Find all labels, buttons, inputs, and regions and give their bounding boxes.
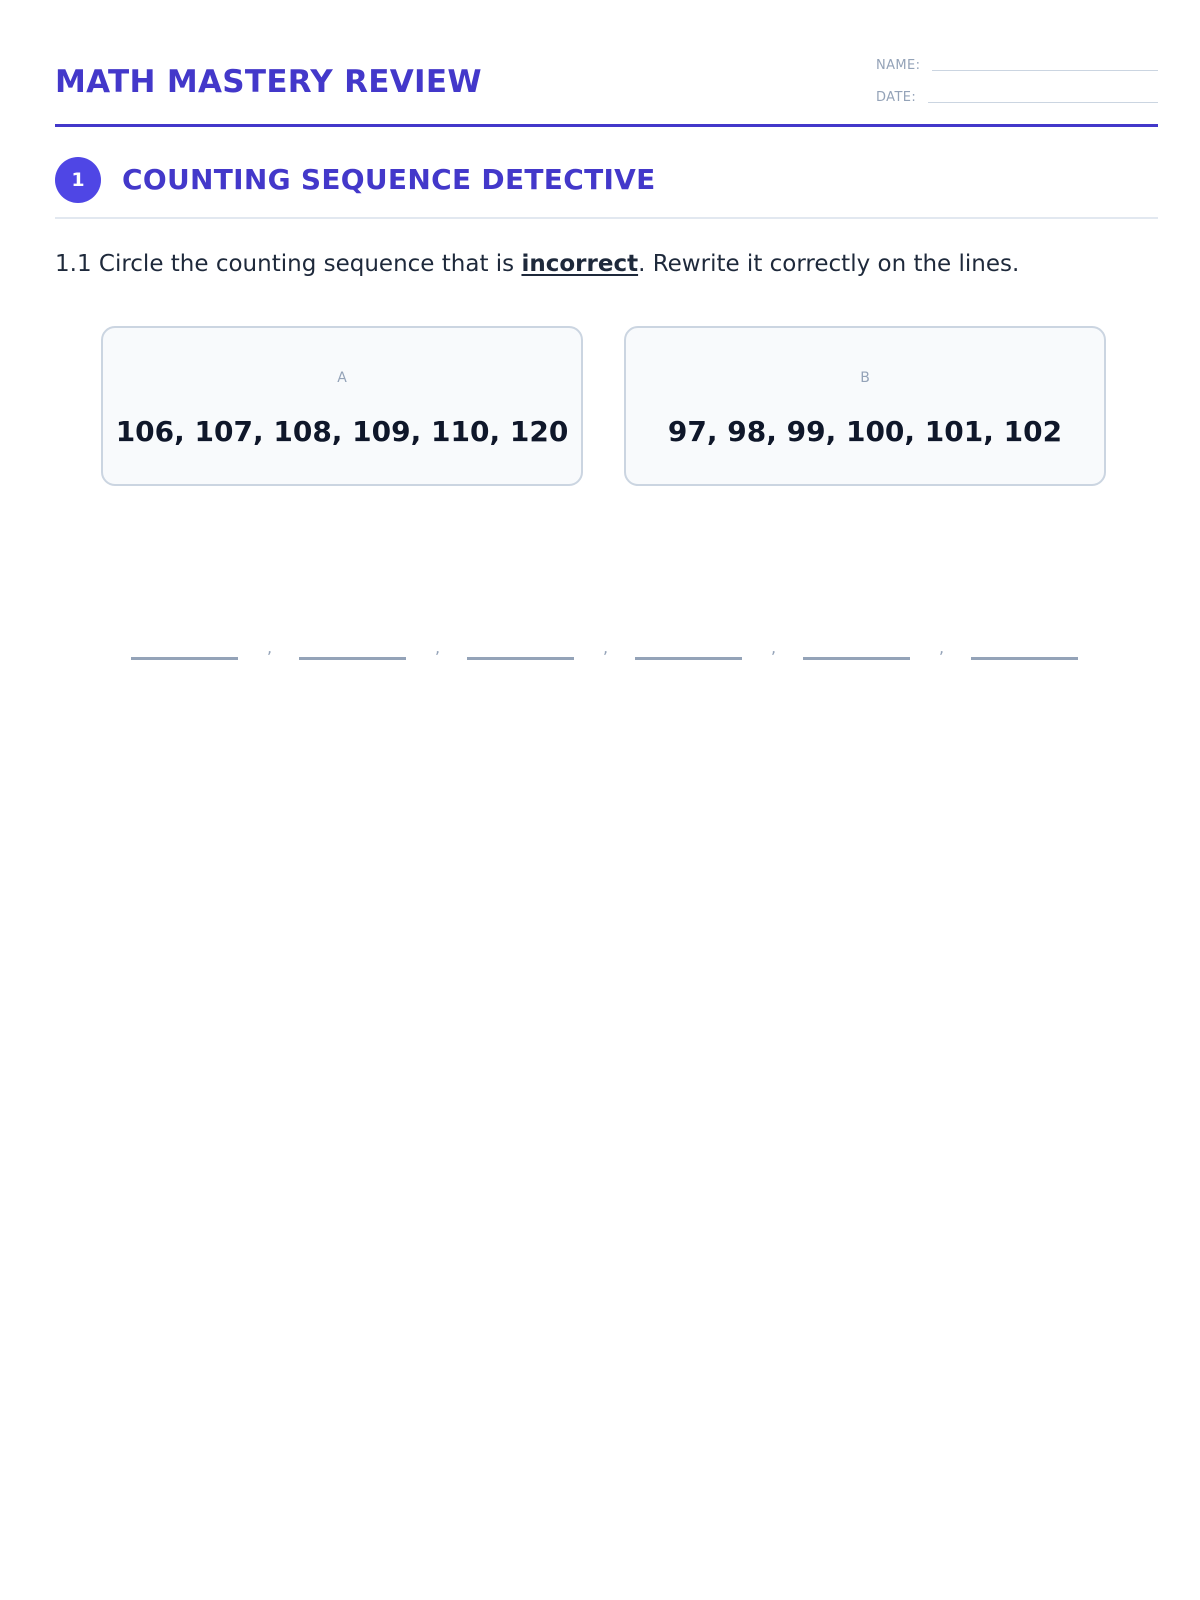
separator: , <box>267 638 273 657</box>
date-label: DATE: <box>876 90 917 105</box>
answer-blank[interactable] <box>635 657 742 660</box>
option-card-b[interactable] <box>624 326 1106 486</box>
answer-blank[interactable] <box>299 657 406 660</box>
name-row <box>876 52 1158 74</box>
option-sequence: 97, 98, 99, 100, 101, 102 <box>667 415 1063 448</box>
option-label: A <box>337 370 347 386</box>
answer-blanks <box>131 640 1131 664</box>
option-card-a[interactable] <box>101 326 583 486</box>
question-prefix: 1.1 Circle the counting sequence that is <box>55 251 522 277</box>
student-info <box>876 52 1158 116</box>
worksheet-title: MATH MASTERY REVIEW <box>55 64 482 100</box>
question-emphasis: incorrect <box>521 251 639 277</box>
question-text <box>55 247 1019 281</box>
separator: , <box>771 638 777 657</box>
question-suffix: . Rewrite it correctly on the lines. <box>638 251 1020 277</box>
worksheet-page <box>55 0 1158 657</box>
date-row <box>876 84 1158 106</box>
option-sequence: 106, 107, 108, 109, 110, 120 <box>115 415 569 448</box>
date-field[interactable] <box>928 102 1158 103</box>
separator: , <box>939 638 945 657</box>
answer-blank[interactable] <box>131 657 238 660</box>
option-label: B <box>860 370 870 386</box>
worksheet-header <box>55 0 1158 127</box>
answer-blank[interactable] <box>803 657 910 660</box>
section-header <box>55 127 1158 219</box>
section-number-badge: 1 <box>55 157 101 203</box>
answer-blank[interactable] <box>467 657 574 660</box>
separator: , <box>435 638 441 657</box>
separator: , <box>603 638 609 657</box>
name-field[interactable] <box>932 70 1158 71</box>
name-label: NAME: <box>876 58 921 73</box>
section-title: COUNTING SEQUENCE DETECTIVE <box>122 163 656 196</box>
answer-blank[interactable] <box>971 657 1078 660</box>
